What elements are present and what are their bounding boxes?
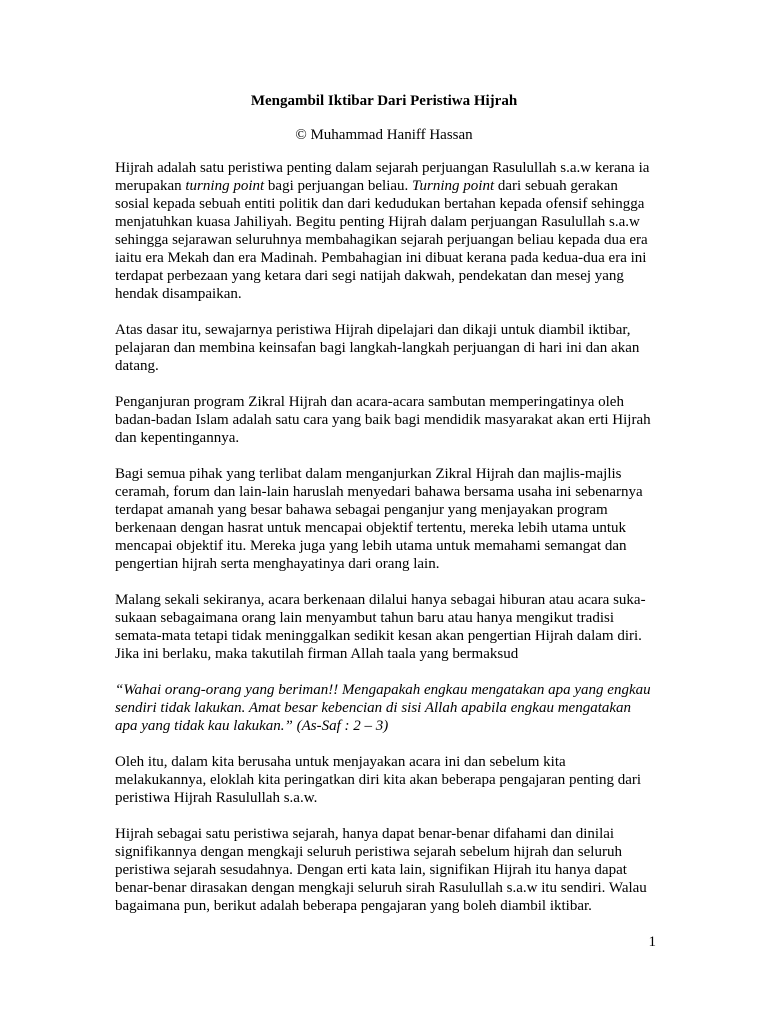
text-line: melakukannya, eloklah kita peringatkan diri kita akan beberapa pengajaran penting dari (115, 772, 642, 788)
body-paragraph (115, 321, 663, 375)
page-number: 1 (648, 934, 656, 950)
text-line: mencapai objektif itu. Mereka juga yang lebih utama untuk memahami semangat dan (115, 538, 627, 554)
text-line: terdapat perbezaan yang ketara dari segi natijah dakwah, pendekatan dan mesej yang (115, 268, 624, 284)
text-line: badan-badan Islam adalah satu cara yang baik bagi mendidik masyarakat akan erti Hijrah (115, 412, 651, 428)
text-line: pelajaran dan membina keinsafan bagi langkah-langkah perjuangan di hari ini dan akan (115, 340, 640, 356)
text-line: apa yang tidak kau lakukan.” (As-Saf : 2 – 3) (115, 718, 389, 734)
text-line: Oleh itu, dalam kita berusaha untuk menjayakan acara ini dan sebelum kita (115, 754, 566, 770)
text-line: merupakan turning point bagi perjuangan beliau. Turning point dari sebuah gerakan (115, 178, 618, 194)
text-line: sehingga sejarawan seluruhnya membahagikan sejarah perjuangan beliau kepada dua era (115, 232, 648, 248)
text-line: bagaimana pun, berikut adalah beberapa pengajaran yang boleh diambil iktibar. (115, 898, 592, 914)
text-line: sosial kepada sebuah entiti politik dan dari kedudukan bertahan kepada ofensif sehingga (115, 196, 645, 212)
text-line: ceramah, forum dan lain-lain haruslah menyedari bahawa bersama usaha ini sebenarnya (115, 484, 643, 500)
body-paragraph (115, 393, 663, 447)
body-paragraph (115, 591, 663, 663)
text-line: Malang sekali sekiranya, acara berkenaan dilalui hanya sebagai hiburan atau acara suka- (115, 592, 646, 608)
text-line: semata-mata tetapi tidak meninggalkan sedikit kesan akan pengertian Hijrah dalam diri. (115, 628, 642, 644)
text-line: terdapat amanah yang besar bahawa sebagai penganjur yang menjayakan program (115, 502, 608, 518)
text-line: peristiwa Hijrah Rasulullah s.a.w. (115, 790, 318, 806)
document-title: Mengambil Iktibar Dari Peristiwa Hijrah (250, 93, 518, 109)
body-paragraph (115, 465, 663, 573)
text-line: benar-benar dirasakan dengan mengkaji seluruh sirah Rasulullah s.a.w itu sendiri. Walau (115, 880, 647, 896)
text-line: hendak disampaikan. (115, 286, 242, 302)
document-body (115, 159, 663, 933)
text-line: Hijrah adalah satu peristiwa penting dalam sejarah perjuangan Rasulullah s.a.w kerana ia (115, 160, 650, 176)
text-line: Hijrah sebagai satu peristiwa sejarah, hanya dapat benar-benar difahami dan dinilai (115, 826, 615, 842)
text-line: pengertian hijrah serta menghayatinya dari orang lain. (115, 556, 440, 572)
text-line: berkenaan dengan hasrat untuk mencapai objektif tertentu, mereka lebih utama untuk (115, 520, 627, 536)
text-line: Jika ini berlaku, maka takutilah firman Allah taala yang bermaksud (115, 646, 519, 662)
italic-term: Turning point (412, 178, 495, 194)
text-line: datang. (115, 358, 159, 374)
body-paragraph (115, 753, 663, 807)
text-line: Atas dasar itu, sewajarnya peristiwa Hijrah dipelajari dan dikaji untuk diambil iktibar, (115, 322, 631, 338)
text-line: dan kepentingannya. (115, 430, 240, 446)
text-line: menjatuhkan kuasa Jahiliyah. Begitu penting Hijrah dalam perjuangan Rasulullah s.a.w (115, 214, 640, 230)
body-paragraph (115, 159, 663, 303)
text-line: peristiwa sejarah sesudahnya. Dengan erti kata lain, signifikan Hijrah itu hanya dapat (115, 862, 627, 878)
text-line: Bagi semua pihak yang terlibat dalam menganjurkan Zikral Hijrah dan majlis-majlis (115, 466, 622, 482)
body-paragraph (115, 825, 663, 915)
text-line: signifikannya dengan mengkaji seluruh peristiwa sejarah sebelum hijrah dan seluruh (115, 844, 622, 860)
quote-paragraph (115, 681, 663, 735)
text-line: “Wahai orang-orang yang beriman!! Mengapakah engkau mengatakan apa yang engkau (115, 682, 651, 698)
text-line: Penganjuran program Zikral Hijrah dan acara-acara sambutan memperingatinya oleh (115, 394, 624, 410)
author-line: © Muhammad Haniff Hassan (295, 127, 473, 143)
italic-term: turning point (185, 178, 265, 194)
text-line: sendiri tidak lakukan. Amat besar kebencian di sisi Allah apabila engkau mengatakan (115, 700, 632, 716)
text-line: iaitu era Mekah dan era Madinah. Pembahagian ini dibuat kerana pada kedua-dua era ini (115, 250, 647, 266)
text-line: sukaan sebagaimana orang lain menyambut tahun baru atau hanya mengikut tradisi (115, 610, 615, 626)
